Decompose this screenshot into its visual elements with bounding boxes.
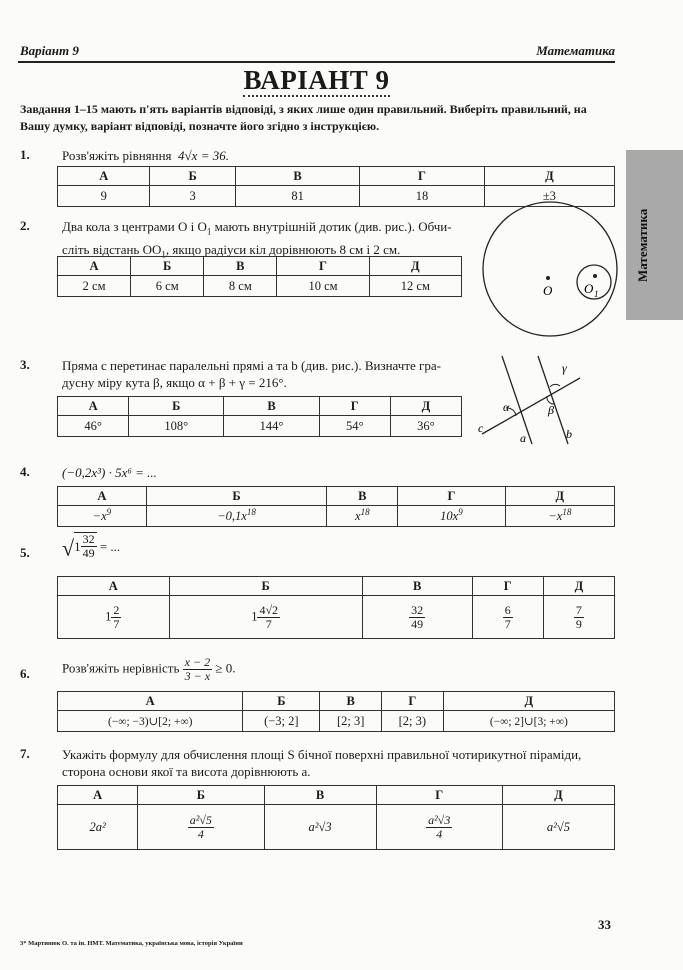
q6-text bbox=[62, 656, 235, 683]
q3-answer-a: 46° bbox=[58, 416, 129, 437]
q3-letter-a: А bbox=[58, 397, 129, 416]
q5-letter-c: В bbox=[362, 577, 472, 596]
q2-answer-d: 10 см bbox=[277, 276, 369, 297]
q5-expression: √ 1 $\frac{32}{49}$ = ... bbox=[62, 532, 121, 561]
q4-answer-b: $-0,1x^{18}$ bbox=[146, 506, 327, 527]
q5-answer-table bbox=[57, 576, 615, 639]
side-tab bbox=[626, 150, 683, 320]
q3-answer-c: 144° bbox=[224, 416, 319, 437]
q5-answer-d: $\frac{6}{7}$ bbox=[472, 596, 543, 639]
page-number: 33 bbox=[598, 917, 611, 932]
q4-answer-d: $10x^9$ bbox=[398, 506, 505, 527]
q2-line1-sub: 1 bbox=[206, 226, 212, 237]
q7-letter-c: В bbox=[264, 786, 376, 805]
q6-number: 6. bbox=[20, 666, 30, 681]
q4-number: 4. bbox=[20, 464, 30, 479]
header-variant: Варіант 9 bbox=[20, 43, 79, 58]
q3-answer-e: 36° bbox=[390, 416, 461, 437]
q2-center-o bbox=[546, 276, 550, 280]
q3-line2: дусну міру кута β, якщо α + β + γ = 216°. bbox=[62, 375, 287, 390]
q1-answer-c: 81 bbox=[235, 186, 359, 207]
q4-letter-e: Д bbox=[505, 487, 614, 506]
q6-letter-d: Г bbox=[382, 692, 444, 711]
q2-line1: Два кола з центрами O і O bbox=[62, 219, 207, 234]
q1-equation: 4√x = 36. bbox=[178, 148, 229, 163]
q7-letter-a: А bbox=[58, 786, 138, 805]
q3-text bbox=[62, 357, 472, 391]
q1-answer-b: 3 bbox=[150, 186, 235, 207]
q7-answer-d: $\frac{\text{a²√3}}{4}$ bbox=[376, 805, 502, 850]
q4-letter-c: В bbox=[327, 487, 398, 506]
q4-expression: (−0,2x³) · 5x⁶ = ... bbox=[62, 465, 157, 480]
q5-letter-b: Б bbox=[169, 577, 362, 596]
q2-line2-sub: 1 bbox=[161, 249, 166, 260]
q6-answer-a: (−∞; −3)∪[2; +∞) bbox=[58, 711, 243, 732]
q1-answer-e: ±3 bbox=[484, 186, 614, 207]
q2-number: 2. bbox=[20, 218, 30, 233]
q1-letter-e: Д bbox=[484, 167, 614, 186]
q1-answer-d: 18 bbox=[360, 186, 484, 207]
q2-center-o1 bbox=[593, 274, 597, 278]
q5-answer-a: 1 $\frac{2}{7}$ bbox=[58, 596, 170, 639]
q4-answer-a: $-x^9$ bbox=[58, 506, 147, 527]
q1-letter-b: Б bbox=[150, 167, 235, 186]
q5-expr-whole: 1 bbox=[74, 539, 81, 554]
q2-line2: сліть відстань OO bbox=[62, 241, 162, 257]
q6-frac-num: x − 2 bbox=[184, 655, 211, 669]
q2-label-o1-sub: 1 bbox=[594, 289, 599, 299]
q6-answer-c: [2; 3] bbox=[320, 711, 382, 732]
q6-answer-table bbox=[57, 691, 615, 732]
q7-answer-b: $\frac{\text{a²√5}}{4}$ bbox=[138, 805, 264, 850]
q4-letter-d: Г bbox=[398, 487, 505, 506]
q7-letter-b: Б bbox=[138, 786, 264, 805]
q5-answer-b: 1 $\frac{4√2}{7}$ bbox=[169, 596, 362, 639]
q6-frac-den: 3 − x bbox=[184, 669, 211, 683]
q5-number: 5. bbox=[20, 545, 30, 560]
q2-letter-c: В bbox=[204, 257, 277, 276]
q2-circles-figure bbox=[482, 200, 620, 340]
q2-letter-b: Б bbox=[131, 257, 204, 276]
header-rule bbox=[18, 61, 615, 63]
q6-answer-b: (−3; 2] bbox=[243, 711, 320, 732]
q4-answer-c: $x^{18}$ bbox=[327, 506, 398, 527]
q5-letter-d: Г bbox=[472, 577, 543, 596]
q6-letter-b: Б bbox=[243, 692, 320, 711]
q2-answer-table bbox=[57, 256, 462, 297]
q5-expr-den: 49 bbox=[82, 546, 95, 560]
q2-answer-a: 2 см bbox=[58, 276, 131, 297]
q1-text bbox=[62, 147, 229, 164]
q2-letter-d: Г bbox=[277, 257, 369, 276]
q4-letter-b: Б bbox=[146, 487, 327, 506]
q4-letter-a: А bbox=[58, 487, 147, 506]
q3-line-c bbox=[482, 378, 580, 434]
q1-answer-a: 9 bbox=[58, 186, 150, 207]
q3-label-b: b bbox=[566, 427, 572, 441]
q5-answer-c: $\frac{32}{49}$ bbox=[362, 596, 472, 639]
q3-answer-d: 54° bbox=[319, 416, 390, 437]
instructions: Завдання 1–15 мають п'ять варіантів відповіді, з яких лише один правильний. Виберіть правильний, на Вашу думку, варіант відповіді, позначте його згідно з інструкцією. bbox=[20, 102, 587, 133]
q3-label-gamma: γ bbox=[562, 361, 567, 375]
q6-question: Розв'яжіть нерівність bbox=[62, 660, 180, 676]
q2-letter-e: Д bbox=[369, 257, 461, 276]
q5-answer-e: $\frac{7}{9}$ bbox=[543, 596, 614, 639]
q3-letter-d: Г bbox=[319, 397, 390, 416]
q6-letter-c: В bbox=[320, 692, 382, 711]
q3-label-alpha: α bbox=[503, 400, 510, 414]
q6-letter-a: А bbox=[58, 692, 243, 711]
q6-tail: ≥ 0. bbox=[212, 660, 236, 676]
q3-answer-b: 108° bbox=[129, 416, 224, 437]
q2-answer-b: 6 см bbox=[131, 276, 204, 297]
q2-answer-e: 12 см bbox=[369, 276, 461, 297]
q3-letter-b: Б bbox=[129, 397, 224, 416]
header-subject: Математика bbox=[536, 43, 615, 58]
q3-lines-figure bbox=[476, 352, 586, 447]
q3-letter-e: Д bbox=[390, 397, 461, 416]
footer-credit: 3* Мартинюк О. та ін. НМТ. Математика, українська мова, історія України bbox=[20, 940, 243, 947]
q7-answer-table bbox=[57, 785, 615, 850]
q7-answer-c: a²√3 bbox=[264, 805, 376, 850]
q7-letter-d: Г bbox=[376, 786, 502, 805]
q7-answer-e: a²√5 bbox=[502, 805, 614, 850]
q1-letter-a: А bbox=[58, 167, 150, 186]
q2-big-circle bbox=[483, 202, 617, 336]
q1-number: 1. bbox=[20, 147, 30, 162]
q1-question: Розв'яжіть рівняння bbox=[62, 148, 172, 163]
q2-line2-rest: , якщо радіуси кіл дорівнюють 8 см і 2 см. bbox=[165, 241, 401, 257]
q7-line2: сторона основи якої та висота дорівнюють a. bbox=[62, 764, 311, 779]
q6-answer-d: [2; 3) bbox=[382, 711, 444, 732]
q3-label-a: a bbox=[520, 431, 526, 445]
q7-line1: Укажіть формулу для обчислення площі S бічної поверхні правильної чотирикутної піраміди, bbox=[62, 747, 582, 762]
q7-letter-e: Д bbox=[502, 786, 614, 805]
q1-letter-d: Г bbox=[360, 167, 484, 186]
q2-answer-c: 8 см bbox=[204, 276, 277, 297]
q7-answer-a: 2a² bbox=[58, 805, 138, 850]
q3-label-c: c bbox=[478, 421, 484, 435]
side-tab-label: Математика bbox=[635, 208, 650, 282]
q5-expr-num: 32 bbox=[82, 532, 95, 546]
q3-label-beta: β bbox=[548, 403, 554, 417]
q1-letter-c: В bbox=[235, 167, 359, 186]
q7-number: 7. bbox=[20, 746, 30, 761]
q2-line1-rest: мають внутрішній дотик (див. рис.). Обчи- bbox=[211, 219, 452, 234]
q6-letter-e: Д bbox=[443, 692, 614, 711]
q4-answer-e: $-x^{18}$ bbox=[505, 506, 614, 527]
q2-letter-a: А bbox=[58, 257, 131, 276]
q7-text bbox=[62, 746, 617, 780]
q5-letter-e: Д bbox=[543, 577, 614, 596]
q3-answer-table bbox=[57, 396, 462, 437]
page-title bbox=[0, 65, 633, 96]
q3-angle-gamma-arc bbox=[550, 384, 560, 387]
q2-label-o: O bbox=[543, 283, 553, 298]
q2-label-o1: O bbox=[584, 281, 594, 296]
q3-letter-c: В bbox=[224, 397, 319, 416]
q3-line1: Пряма c перетинає паралельні прямі a та b (див. рис.). Визначте гра- bbox=[62, 358, 441, 373]
q5-expr-tail: = ... bbox=[96, 539, 121, 554]
q4-answer-table bbox=[57, 486, 615, 527]
q3-number: 3. bbox=[20, 357, 30, 372]
page-title-text: ВАРІАНТ 9 bbox=[243, 65, 390, 95]
q5-letter-a: А bbox=[58, 577, 170, 596]
q6-answer-e: (−∞; 2]∪[3; +∞) bbox=[443, 711, 614, 732]
